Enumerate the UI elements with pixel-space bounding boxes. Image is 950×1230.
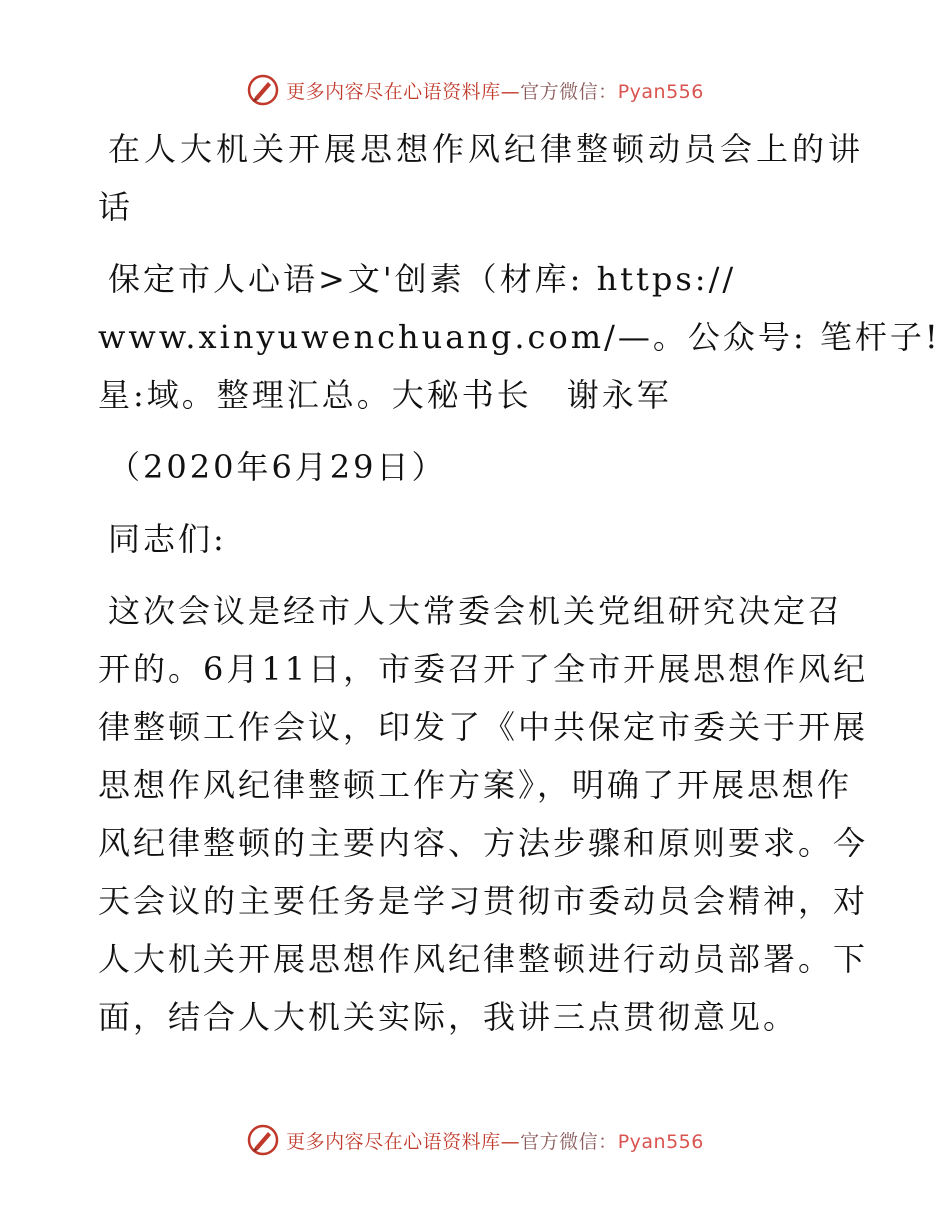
speech-date: （2020年6月29日） — [108, 448, 447, 486]
watermark-label: 官方微信： — [520, 80, 618, 103]
paragraph-line: 思想作风纪律整顿工作方案》，明确了开展思想作 — [98, 766, 853, 804]
paragraph-line: 律整顿工作会议，印发了《中共保定市委关于开展 — [98, 708, 869, 746]
greeting: 同志们: — [108, 520, 227, 558]
paragraph-line: 天会议的主要任务是学习贯彻市委动员会精神，对 — [98, 882, 869, 920]
watermark-label: 官方微信： — [520, 1130, 618, 1153]
watermark-main: 更多内容尽在心语资料库 — [286, 80, 501, 103]
document-title — [98, 120, 865, 236]
title-line: 话 — [98, 188, 135, 226]
source-note — [98, 250, 941, 424]
body-paragraph — [98, 582, 869, 1046]
watermark-code: Pyan556 — [617, 80, 704, 103]
source-line: 保定市人心语>文'创素（材库: https:// — [108, 260, 737, 298]
source-line: 星:域。整理汇总。大秘书长 谢永军 — [98, 376, 672, 414]
watermark-text — [286, 1127, 704, 1154]
pen-logo-icon — [246, 1123, 280, 1157]
watermark-code: Pyan556 — [617, 1130, 704, 1153]
watermark-dash: — — [500, 1130, 521, 1153]
bottom-watermark-banner — [0, 1120, 950, 1160]
watermark-main: 更多内容尽在心语资料库 — [286, 1130, 501, 1153]
paragraph-line: 开的。6月11日，市委召开了全市开展思想作风纪 — [98, 650, 869, 688]
watermark-dash: — — [500, 80, 521, 103]
paragraph-line: 这次会议是经市人大常委会机关党组研究决定召 — [108, 592, 844, 630]
paragraph-line: 人大机关开展思想作风纪律整顿进行动员部署。下 — [98, 940, 869, 978]
watermark-text — [286, 77, 704, 104]
title-line: 在人大机关开展思想作风纪律整顿动员会上的讲 — [108, 130, 865, 168]
pen-logo-icon — [246, 73, 280, 107]
document-body — [98, 120, 941, 1046]
paragraph-line: 面，结合人大机关实际，我讲三点贯彻意见。 — [98, 998, 799, 1036]
paragraph-line: 风纪律整顿的主要内容、方法步骤和原则要求。今 — [98, 824, 869, 862]
source-line: www.xinyuwenchuang.com/—。公众号: 笔杆子! — [98, 318, 941, 356]
top-watermark-banner — [0, 70, 950, 110]
